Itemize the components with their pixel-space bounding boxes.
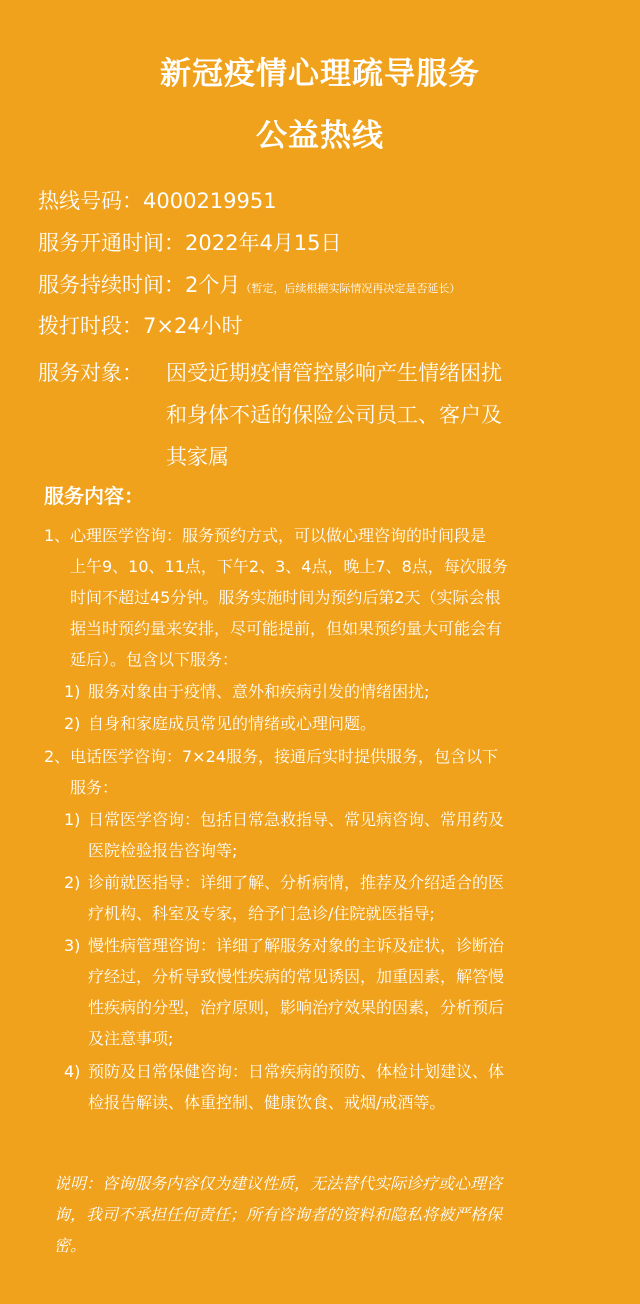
target-label: 服务对象： bbox=[38, 361, 143, 385]
duration-row bbox=[38, 270, 618, 304]
sub-line: 自身和家庭成员常见的情绪或心理问题。 bbox=[88, 714, 377, 733]
item-line: 延后）。包含以下服务： bbox=[70, 650, 239, 669]
content-title: 服务内容： bbox=[44, 484, 144, 508]
sub-text bbox=[88, 867, 604, 929]
call-period-value: 7×24小时 bbox=[143, 314, 243, 338]
call-period-label: 拨打时段： bbox=[38, 314, 143, 338]
item-text bbox=[70, 741, 600, 803]
target-line: 和身体不适的保险公司员工、客户及 bbox=[166, 403, 502, 427]
hotline-label: 热线号码： bbox=[38, 189, 143, 213]
open-time-row bbox=[38, 228, 618, 258]
sub-line: 预防及日常保健咨询：日常疾病的预防、体检计划建议、体 bbox=[88, 1062, 505, 1081]
duration-note: （暂定，后续根据实际情况再决定是否延长） bbox=[240, 282, 461, 295]
sub-number: 1) bbox=[64, 682, 81, 701]
note-line: 说明：咨询服务内容仅为建议性质，无法替代实际诊疗或心理咨 bbox=[54, 1174, 503, 1193]
sub-line: 服务对象由于疫情、意外和疾病引发的情绪困扰; bbox=[88, 682, 430, 701]
item-line: 时间不超过45分钟。服务实施时间为预约后第2天（实际会根 bbox=[70, 588, 501, 607]
item-number: 2、 bbox=[44, 747, 71, 766]
sub-line: 及注意事项; bbox=[88, 1029, 174, 1048]
sub-line: 疗经过，分析导致慢性疾病的常见诱因，加重因素，解答慢 bbox=[88, 967, 505, 986]
item-line: 据当时预约量来安排，尽可能提前，但如果预约量大可能会有 bbox=[70, 619, 503, 638]
sub-number: 2) bbox=[64, 873, 81, 892]
sub-line: 慢性病管理咨询：详细了解服务对象的主诉及症状，诊断治 bbox=[88, 936, 505, 955]
open-time-label: 服务开通时间： bbox=[38, 231, 185, 255]
sub-line: 诊前就医指导：详细了解、分析病情，推荐及介绍适合的医 bbox=[88, 873, 505, 892]
item-number: 1、 bbox=[44, 526, 71, 545]
sub-number: 4) bbox=[64, 1062, 81, 1081]
item-line: 心理医学咨询：服务预约方式，可以做心理咨询的时间段是 bbox=[70, 526, 487, 545]
sub-number: 1) bbox=[64, 810, 81, 829]
sub-line: 日常医学咨询：包括日常急救指导、常见病咨询、常用药及 bbox=[88, 810, 505, 829]
sub-text bbox=[88, 930, 604, 1054]
sub-text bbox=[88, 708, 604, 739]
sub-text bbox=[88, 1056, 604, 1118]
item-line: 上午9、10、11点，下午2、3、4点，晚上7、8点，每次服务 bbox=[70, 557, 508, 576]
sub-line: 检报告解读、体重控制、健康饮食、戒烟/戒酒等。 bbox=[88, 1093, 446, 1112]
disclaimer-note bbox=[54, 1168, 594, 1261]
title-line-1: 新冠疫情心理疏导服务 bbox=[160, 56, 480, 92]
sub-number: 3) bbox=[64, 936, 81, 955]
call-period-row bbox=[38, 311, 618, 341]
hotline-row bbox=[38, 186, 618, 216]
sub-text bbox=[88, 804, 604, 866]
sub-line: 疗机构、科室及专家，给予门急诊/住院就医指导; bbox=[88, 904, 435, 923]
hotline-number: 4000219951 bbox=[143, 189, 277, 213]
sub-line: 医院检验报告咨询等; bbox=[88, 841, 238, 860]
note-line: 询，我司不承担任何责任；所有咨询者的资料和隐私将被严格保 bbox=[54, 1205, 503, 1224]
note-line: 密。 bbox=[54, 1236, 87, 1255]
title-line-2: 公益热线 bbox=[256, 118, 384, 154]
open-time-value: 2022年4月15日 bbox=[185, 231, 342, 255]
target-line: 因受近期疫情管控影响产生情绪困扰 bbox=[166, 361, 502, 385]
item-line: 服务： bbox=[70, 778, 119, 797]
duration-value: 2个月 bbox=[185, 273, 241, 297]
item-line: 电话医学咨询：7×24服务，接通后实时提供服务，包含以下 bbox=[70, 747, 498, 766]
target-line: 其家属 bbox=[166, 445, 229, 469]
item-text bbox=[70, 520, 600, 675]
duration-label: 服务持续时间： bbox=[38, 273, 185, 297]
sub-line: 性疾病的分型，治疗原则，影响治疗效果的因素，分析预后 bbox=[88, 998, 505, 1017]
sub-number: 2) bbox=[64, 714, 81, 733]
sub-text bbox=[88, 676, 604, 707]
target-value bbox=[166, 352, 611, 478]
